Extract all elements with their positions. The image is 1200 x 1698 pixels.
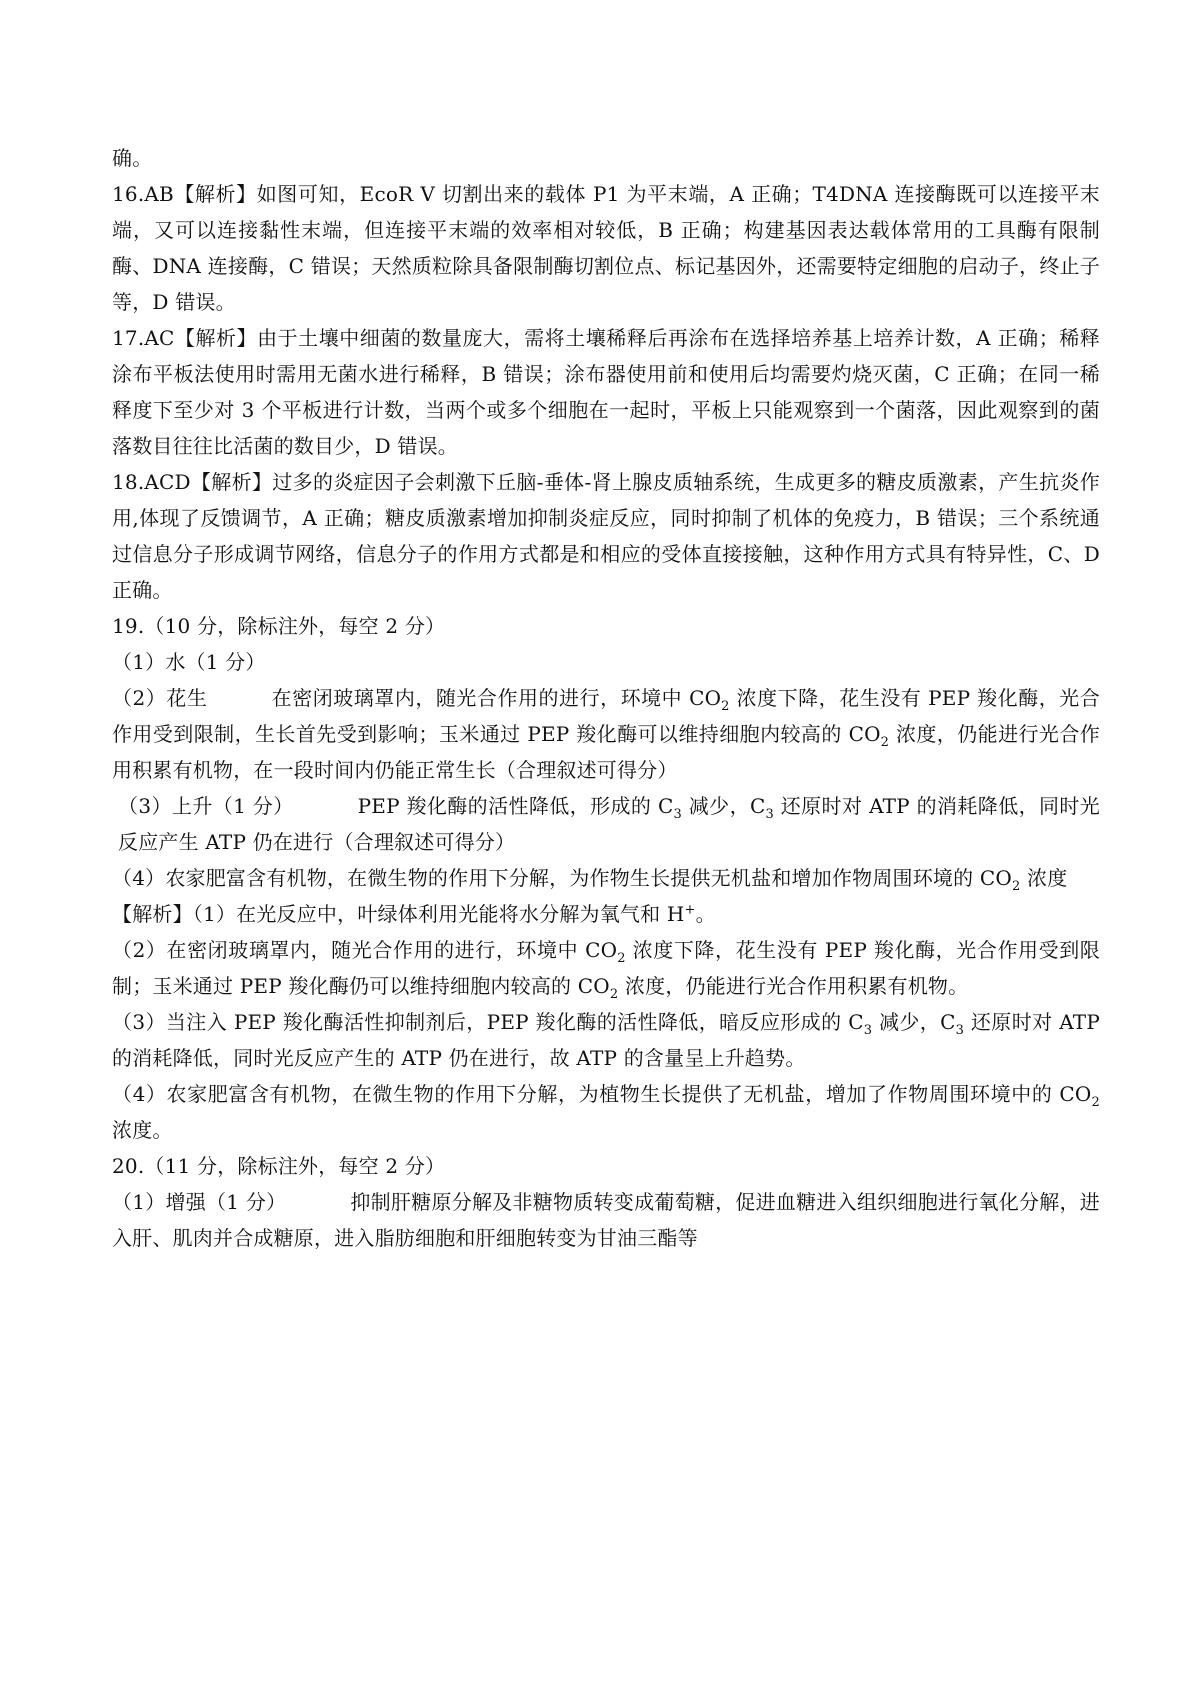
text-run: （4）农家肥富含有机物，在微生物的作用下分解，为作物生长提供无机盐和增加作物周围环境的 CO bbox=[112, 866, 1012, 890]
text-run: 【解析】（1）在光反应中，叶绿体利用光能将水分解为氧气和 H bbox=[112, 902, 685, 926]
text-run: 19.（10 分，除标注外，每空 2 分） bbox=[112, 614, 446, 638]
subscript: 2 bbox=[721, 699, 730, 714]
text-run: 确。 bbox=[112, 146, 153, 170]
text-run: 浓度。 bbox=[112, 1118, 173, 1142]
text-run: 浓度下降，花生没有 PEP 羧化酶，光合作用受到限制，生长首先受到影响；玉米通过 PEP 羧化酶可以维持细胞内较高的 CO bbox=[112, 686, 1100, 746]
text-run: （3）上升（1 分） bbox=[118, 794, 294, 818]
subscript: 2 bbox=[617, 951, 626, 966]
paragraph-q19-answer-1 bbox=[112, 644, 1100, 680]
text-run: 浓度下降，花生没有 PEP 羧化酶，光合作用受到限制；玉米通过 PEP 羧化酶仍可以维持细胞内较高的 CO bbox=[112, 938, 1100, 998]
answer-text-body bbox=[112, 140, 1100, 1256]
text-run: 抑制肝糖原分解及非糖物质转变成葡萄糖，促进血糖进入组织细胞进行氧化分解，进入肝、肌肉并合成糖原，进入脂肪细胞和肝细胞转变为甘油三酯等 bbox=[112, 1190, 1100, 1250]
text-run: 还原时对 ATP 的消耗降低，同时光反应产生的 ATP 仍在进行，故 ATP 的含量呈上升趋势。 bbox=[112, 1010, 1100, 1070]
subscript: 3 bbox=[765, 807, 774, 822]
text-run: 17.AC【解析】由于土壤中细菌的数量庞大，需将土壤稀释后再涂布在选择培养基上培养计数，A 正确；稀释涂布平板法使用时需用无菌水进行稀释，B 错误；涂布器使用前和使用后均需要灼烧灭菌，C 正确；在同一稀释度下至少对 3 个平板进行计数，当两个或多个细胞在一起时，平板上只能观察到一个菌落，因此观察到的菌落数目往往比活菌的数目少，D 错误。 bbox=[112, 326, 1100, 458]
paragraph-q19-answer-4 bbox=[112, 860, 1100, 896]
text-run: 20.（11 分，除标注外，每空 2 分） bbox=[112, 1154, 446, 1178]
text-run: 减少，C bbox=[872, 1010, 956, 1034]
text-run: 。 bbox=[695, 902, 716, 926]
text-run: （1）增强（1 分） bbox=[112, 1190, 287, 1214]
paragraph-q19-analysis-3 bbox=[112, 1004, 1100, 1076]
subscript: 2 bbox=[880, 735, 890, 750]
text-run: 浓度 bbox=[1020, 866, 1068, 890]
subscript: 3 bbox=[955, 1023, 965, 1038]
text-run: 在密闭玻璃罩内，随光合作用的进行，环境中 CO bbox=[271, 686, 722, 710]
paragraph-q19-analysis-1 bbox=[112, 896, 1100, 932]
paragraph-q16-analysis bbox=[112, 176, 1100, 320]
text-run: 减少，C bbox=[682, 794, 766, 818]
subscript: 3 bbox=[673, 807, 683, 822]
subscript: 3 bbox=[863, 1023, 873, 1038]
text-run: 浓度，仍能进行光合作用积累有机物，在一段时间内仍能正常生长（合理叙述可得分） bbox=[112, 722, 1100, 782]
subscript: 2 bbox=[1091, 1095, 1100, 1110]
paragraph-q20-header bbox=[112, 1148, 1100, 1184]
text-run: 还原时对 ATP 的消耗降低，同时光反应产生 ATP 仍在进行（合理叙述可得分） bbox=[118, 794, 1100, 854]
superscript: + bbox=[684, 902, 696, 918]
paragraph-q19-answer-3 bbox=[112, 788, 1100, 860]
paragraph-q19-header bbox=[112, 608, 1100, 644]
paragraph-q19-answer-2 bbox=[112, 680, 1100, 788]
text-run: （2）在密闭玻璃罩内，随光合作用的进行，环境中 CO bbox=[112, 938, 618, 962]
text-run: 16.AB【解析】如图可知，EcoR V 切割出来的载体 P1 为平末端，A 正确；T4DNA 连接酶既可以连接平末端，又可以连接黏性末端，但连接平末端的效率相对较低，B 正确；构建基因表达载体常用的工具酶有限制酶、DNA 连接酶，C 错误；天然质粒除具备限制酶切割位点、标记基因外，还需要特定细胞的启动子，终止子等，D 错误。 bbox=[112, 182, 1100, 314]
paragraph-q20-answer-1 bbox=[112, 1184, 1100, 1256]
paragraph-q18-analysis bbox=[112, 464, 1100, 608]
subscript: 2 bbox=[609, 987, 619, 1002]
text-run: 18.ACD【解析】过多的炎症因子会刺激下丘脑-垂体-肾上腺皮质轴系统，生成更多的糖皮质激素，产生抗炎作用,体现了反馈调节，A 正确；糖皮质激素增加抑制炎症反应，同时抑制了机体的免疫力，B 错误；三个系统通过信息分子形成调节网络，信息分子的作用方式都是和相应的受体直接接触，这种作用方式具有特异性，C、D 正确。 bbox=[112, 470, 1100, 602]
paragraph-q19-analysis-4 bbox=[112, 1076, 1100, 1148]
text-run: （1）水（1 分） bbox=[112, 650, 266, 674]
text-run: （4）农家肥富含有机物，在微生物的作用下分解，为植物生长提供了无机盐，增加了作物周围环境中的 CO bbox=[112, 1082, 1092, 1106]
paragraph-continuation bbox=[112, 140, 1100, 176]
text-run: （2）花生 bbox=[112, 686, 208, 710]
subscript: 2 bbox=[1011, 879, 1021, 894]
text-run: （3）当注入 PEP 羧化酶活性抑制剂后，PEP 羧化酶的活性降低，暗反应形成的 C bbox=[112, 1010, 864, 1034]
text-run: 浓度，仍能进行光合作用积累有机物。 bbox=[618, 974, 969, 998]
text-run: PEP 羧化酶的活性降低，形成的 C bbox=[357, 794, 674, 818]
paragraph-q17-analysis bbox=[112, 320, 1100, 464]
paragraph-q19-analysis-2 bbox=[112, 932, 1100, 1004]
